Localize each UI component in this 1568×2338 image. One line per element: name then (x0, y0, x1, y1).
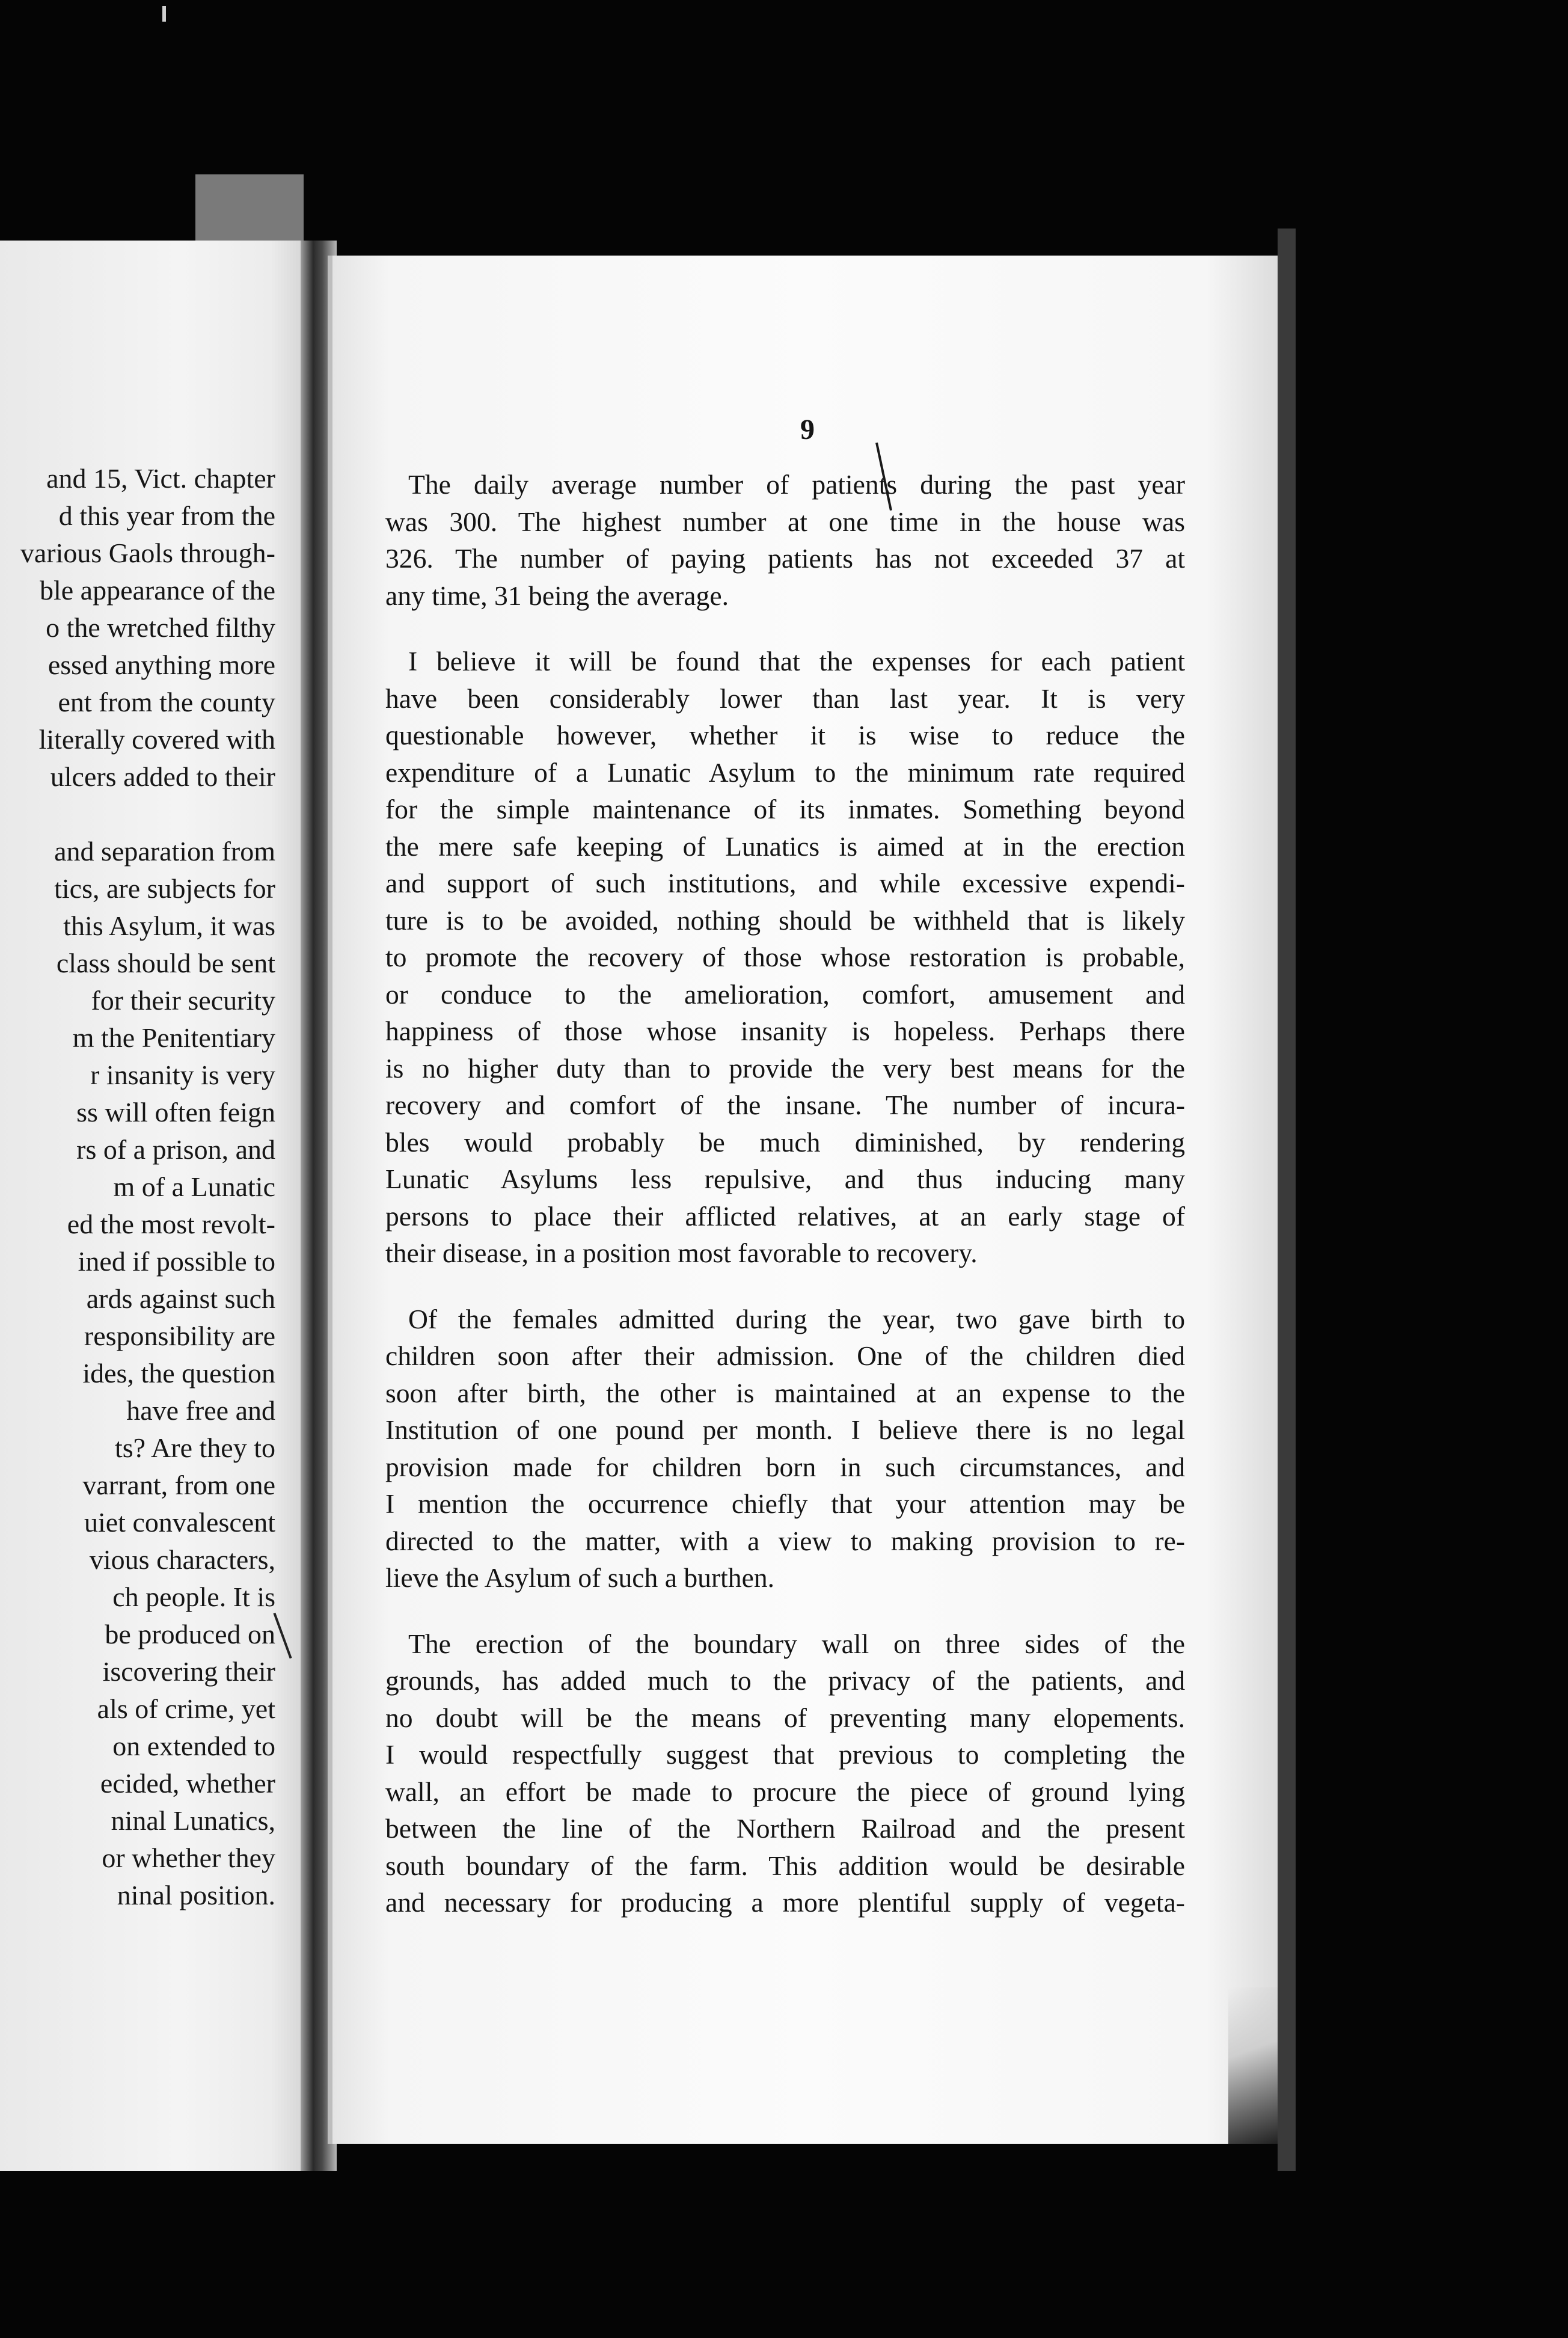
left-page-line: m of a Lunatic (113, 1171, 275, 1202)
left-page-line: various Gaols through- (20, 538, 275, 568)
left-page-line: ninal position. (117, 1880, 275, 1910)
left-page-line: d this year from the (58, 500, 275, 531)
body-line: is no higher duty than to provide the very best means for the (385, 1052, 1185, 1084)
left-page-line: varrant, from one (82, 1470, 275, 1500)
left-page-line: ss will often feign (76, 1097, 275, 1128)
body-line: directed to the matter, with a view to making provision to re- (385, 1525, 1185, 1556)
body-line: happiness of those whose insanity is hopeless. Perhaps there (385, 1016, 1185, 1046)
body-line: wall, an effort be made to procure the piece of ground lying (385, 1776, 1185, 1807)
body-line: between the line of the Northern Railroad and the present (385, 1813, 1185, 1844)
left-page-line: literally covered with (38, 724, 275, 755)
body-line: children soon after their admission. One of the children died (385, 1340, 1185, 1371)
left-page-line: als of crime, yet (97, 1693, 275, 1724)
margin-pencil-mark (273, 1613, 292, 1659)
film-frame-mark (162, 6, 166, 22)
body-line: any time, 31 being the average. (385, 580, 729, 611)
body-line: have been considerably lower than last year. It is very (385, 683, 1185, 714)
left-page-line: this Asylum, it was (63, 910, 275, 941)
left-page-line: responsibility are (84, 1321, 275, 1351)
page-corner-curl (1228, 1987, 1282, 2144)
left-page-line: ts? Are they to (115, 1432, 275, 1463)
left-page-line: o the wretched filthy (46, 612, 275, 643)
left-page-line: ides, the question (82, 1358, 275, 1388)
body-line: 326. The number of paying patients has not exceeded 37 at (385, 543, 1185, 574)
left-page (0, 241, 301, 2171)
body-line: no doubt will be the means of preventing many elopements. (385, 1702, 1185, 1733)
body-line: the mere safe keeping of Lunatics is aimed at in the erection (385, 830, 1185, 862)
body-line: recovery and comfort of the insane. The number of incura- (385, 1090, 1185, 1120)
body-line: and support of such institutions, and while excessive expendi- (385, 868, 1185, 898)
left-page-line: ulcers added to their (50, 761, 275, 792)
left-page-line: class should be sent (56, 948, 275, 978)
body-line: Institution of one pound per month. I believe there is no legal (385, 1414, 1185, 1445)
body-line: south boundary of the farm. This addition would be desirable (385, 1850, 1185, 1881)
left-page-line: be produced on (105, 1619, 275, 1649)
body-line: lieve the Asylum of such a burthen. (385, 1562, 775, 1593)
body-line: provision made for children born in such circumstances, and (385, 1451, 1185, 1482)
body-line: Lunatic Asylums less repulsive, and thus inducing many (385, 1164, 1185, 1194)
body-line: for the simple maintenance of its inmates. Something beyond (385, 794, 1185, 824)
left-page-line: ch people. It is (112, 1582, 275, 1612)
left-page-line: m the Penitentiary (72, 1022, 275, 1053)
right-frame-edge (1278, 229, 1296, 2171)
paragraph-gap (385, 1597, 1185, 1625)
body-line: expenditure of a Lunatic Asylum to the minimum rate required (385, 756, 1185, 788)
body-line: bles would probably be much diminished, by rendering (385, 1126, 1185, 1158)
left-page-line: ined if possible to (78, 1246, 275, 1277)
body-line: grounds, has added much to the privacy of the patients, and (385, 1665, 1185, 1696)
left-page-line: have free and (126, 1395, 275, 1426)
body-line: I would respectfully suggest that previous to completing the (385, 1739, 1185, 1770)
left-page-line: and separation from (54, 836, 275, 867)
body-line: Of the females admitted during the year, two gave birth to (408, 1303, 1185, 1334)
body-line: their disease, in a position most favorable to recovery. (385, 1238, 978, 1268)
main-page (328, 256, 1282, 2144)
left-page-line: ent from the county (58, 687, 275, 717)
left-page-line: on extended to (112, 1731, 275, 1761)
left-page-line: rs of a prison, and (76, 1134, 275, 1165)
left-page-line: essed anything more (47, 649, 275, 680)
body-line: I believe it will be found that the expenses for each patient (408, 646, 1185, 677)
left-page-gap (0, 796, 275, 833)
left-page-line: ninal Lunatics, (111, 1805, 275, 1836)
page-number: 9 (800, 414, 815, 446)
body-line: The daily average number of patients during the past year (408, 469, 1185, 500)
paragraph-gap (385, 1272, 1185, 1301)
body-line: questionable however, whether it is wise to reduce the (385, 720, 1185, 750)
body-line: I mention the occurrence chiefly that your attention may be (385, 1488, 1185, 1519)
body-line: ture is to be avoided, nothing should be withheld that is likely (385, 904, 1185, 936)
left-page-line: iscovering their (102, 1656, 275, 1687)
left-page-line: uiet convalescent (84, 1507, 275, 1538)
left-page-line: for their security (91, 985, 275, 1016)
body-line: The erection of the boundary wall on three sides of the (408, 1628, 1185, 1659)
left-page-line: tics, are subjects for (54, 873, 275, 904)
body-line: was 300. The highest number at one time in the house was (385, 506, 1185, 537)
body-line: persons to place their afflicted relatives, at an early stage of (385, 1200, 1185, 1232)
left-page-line: ards against such (86, 1283, 275, 1314)
left-page-line: ble appearance of the (39, 575, 275, 606)
page-body (385, 466, 1185, 1921)
body-line: and necessary for producing a more plentiful supply of vegeta- (385, 1887, 1185, 1918)
left-page-line: r insanity is very (90, 1060, 275, 1090)
body-line: to promote the recovery of those whose restoration is probable, (385, 942, 1185, 972)
left-page-text (0, 460, 275, 1914)
book-spine-edge (195, 174, 304, 247)
left-page-line: vious characters, (89, 1544, 275, 1575)
body-line: or conduce to the amelioration, comfort, amusement and (385, 978, 1185, 1010)
left-page-line: and 15, Vict. chapter (46, 463, 275, 494)
left-page-line: or whether they (102, 1842, 275, 1873)
left-page-line: ecided, whether (100, 1768, 275, 1799)
body-line: soon after birth, the other is maintained at an expense to the (385, 1377, 1185, 1408)
left-page-line: ed the most revolt- (67, 1209, 275, 1239)
paragraph-gap (385, 614, 1185, 643)
